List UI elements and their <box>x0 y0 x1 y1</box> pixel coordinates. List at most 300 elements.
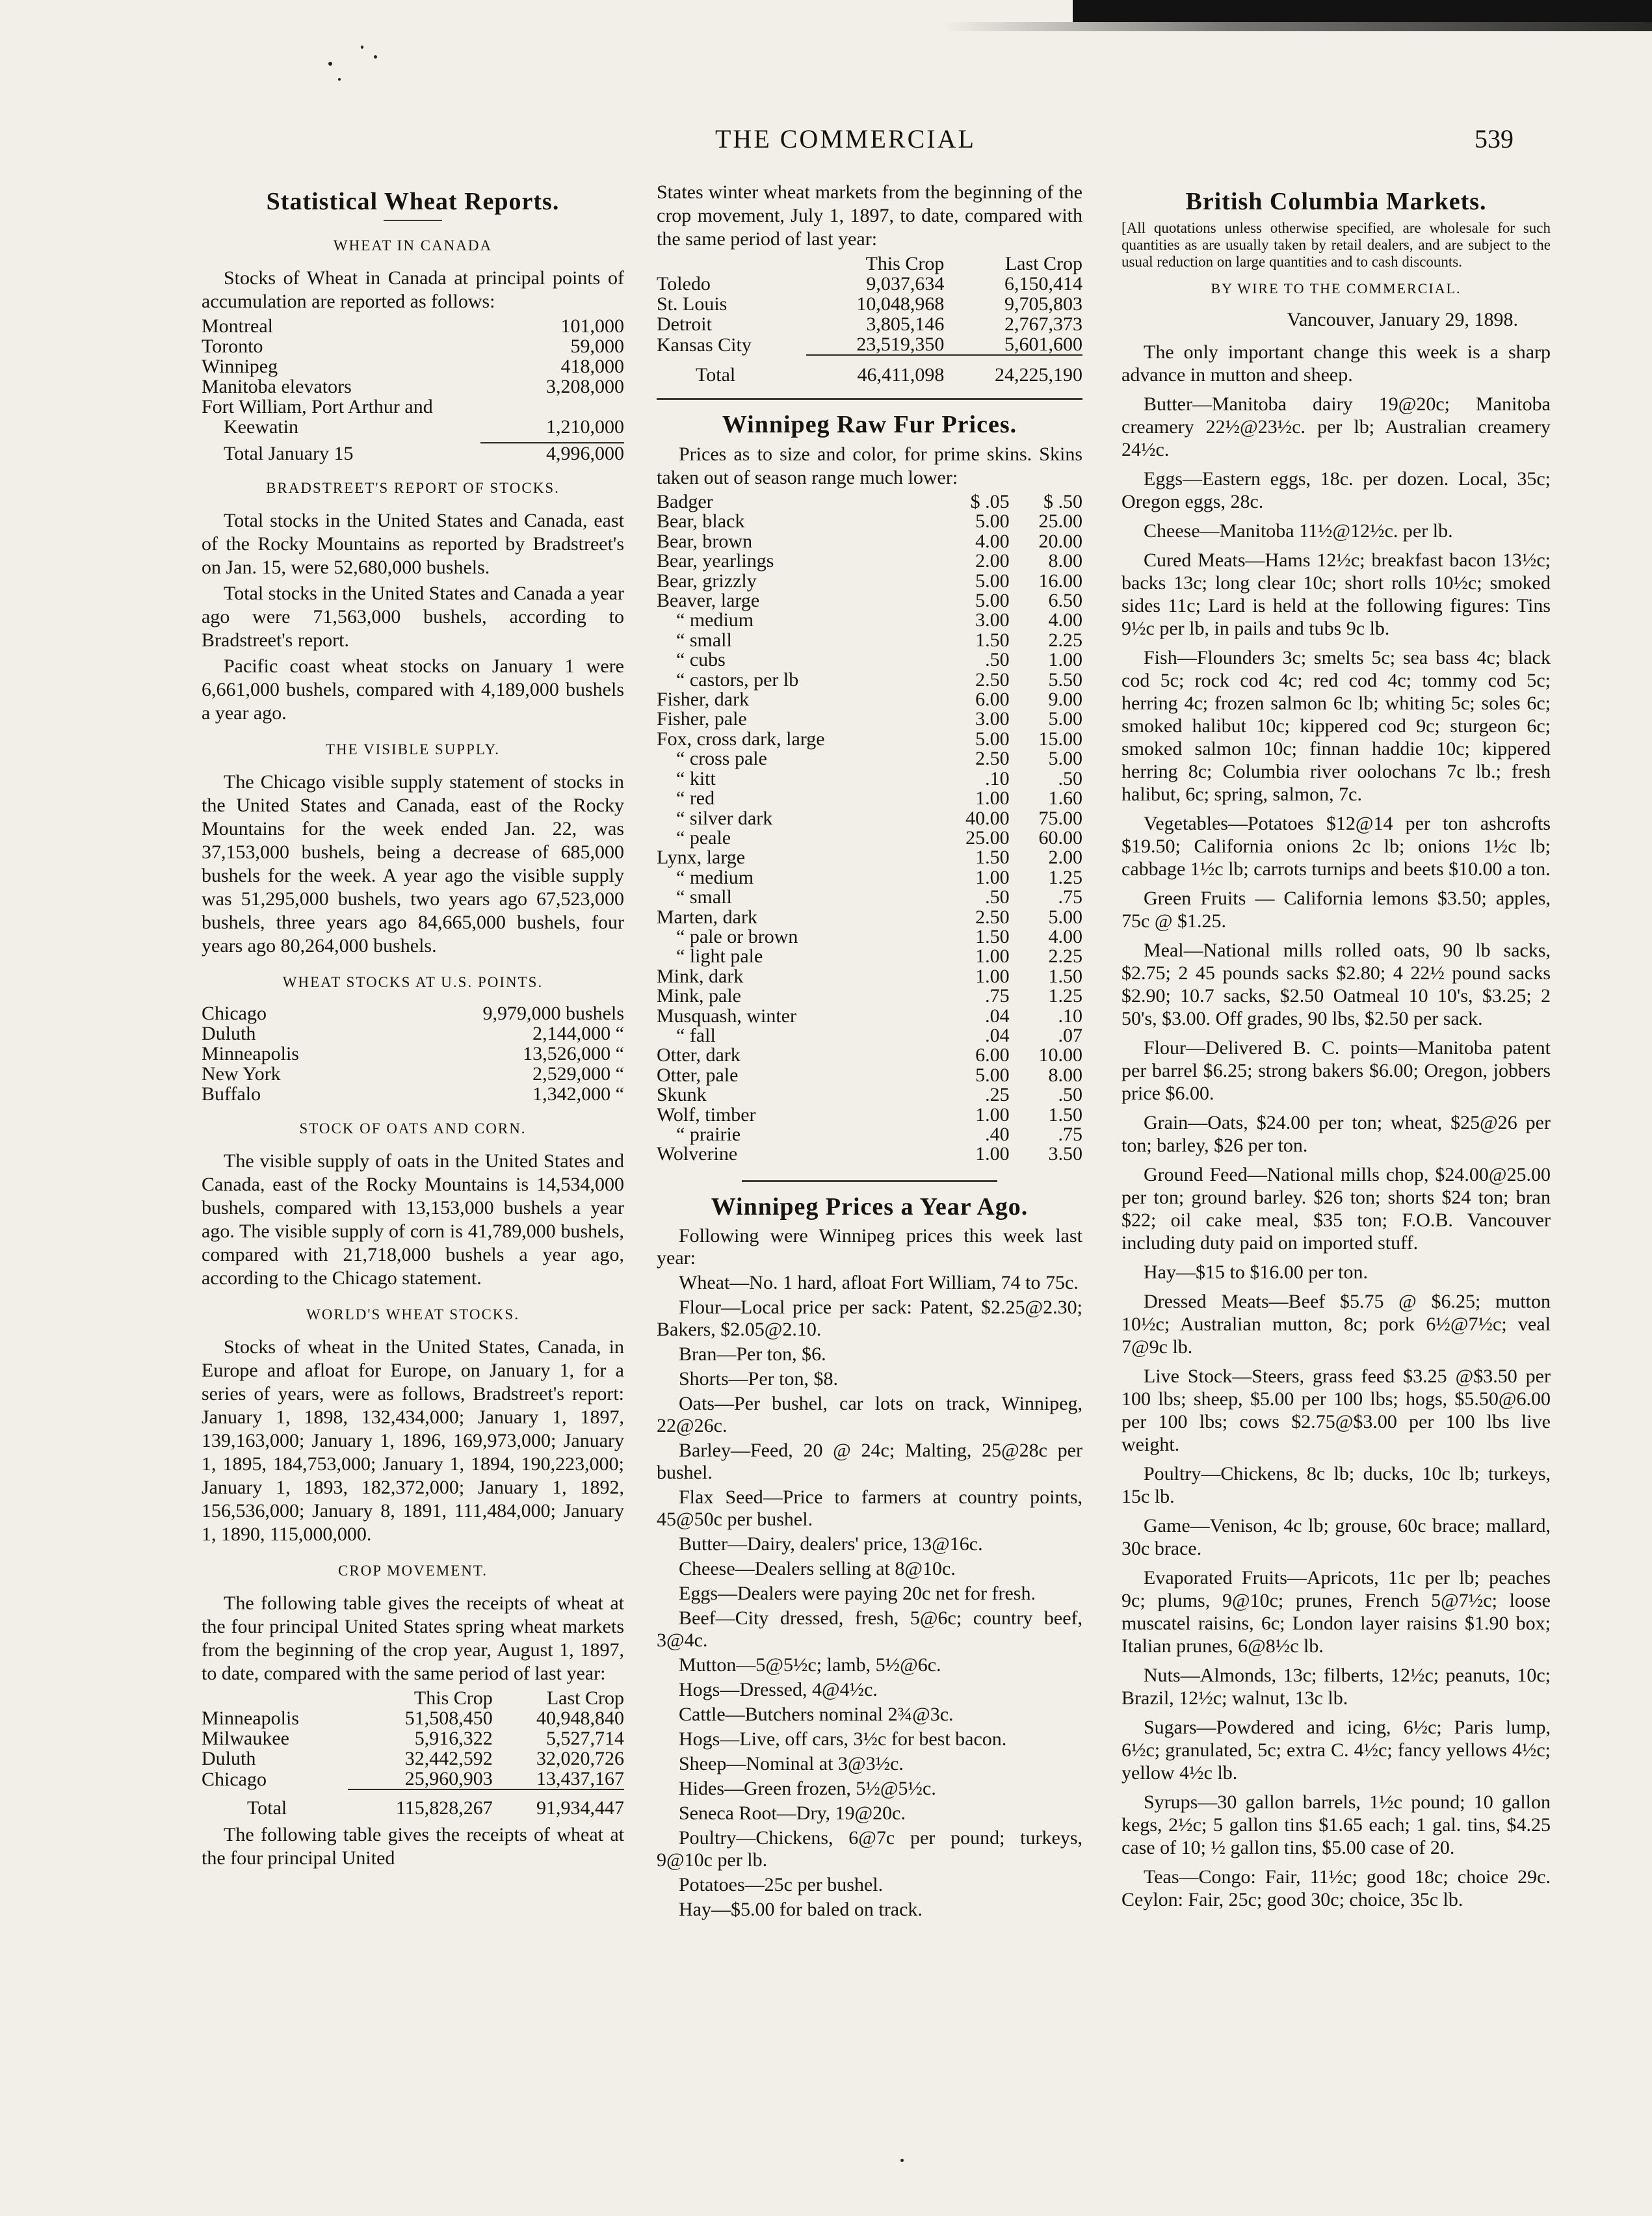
total-label: Total January 15 <box>224 442 354 464</box>
low-price-cell: .04 <box>985 1005 1010 1027</box>
market-paragraph: Meal—National mills rolled oats, 90 lb sacks, $2.75; 2 45 pounds sacks $2.80; 4 22½ pound sacks $2.90; 10.7 sacks, $2.50 Oatmeal 10 10's, $3.25; 2 50's, $3.00. Off grades, 90 lbs, $2.50 per sack. <box>1121 940 1551 1029</box>
us-wheat-table <box>202 1003 624 1104</box>
section-subhead: WORLD'S WHEAT STOCKS. <box>306 1306 519 1323</box>
high-price-cell: .07 <box>1058 1024 1082 1046</box>
fur-row <box>657 749 1082 769</box>
fur-row <box>657 809 1082 828</box>
high-price-cell: 1.25 <box>1048 985 1082 1007</box>
low-price-cell: .10 <box>985 767 1010 789</box>
spring-wheat-table <box>202 1688 624 1818</box>
fur-name-cell: Bear, brown <box>657 530 753 552</box>
paragraph: Stocks of wheat in the United States, Canada, in Europe and afloat for Europe, on January 1, for a series of years, were as follows, Bradstreet's report: January 1, 1898, 132,434,000; January 1, 1897, 139,163,000; January 1, 1896, 169,973,000; January 1, 1895, 184,753,000; January 1, 1894, 190,223,000; January 1, 1893, 182,372,000; January 1, 1892, 156,536,000; January 8, 1891, 111,484,000; January 1, 1890, 115,000,000. <box>202 1336 624 1545</box>
this-crop-cell: 3,805,146 <box>866 313 945 335</box>
market-paragraph: Dressed Meats—Beef $5.75 @ $6.25; mutton 10½c; Australian mutton, 8c; pork 6½@7½c; veal 7@9c lb. <box>1121 1291 1551 1358</box>
fur-name-cell: “ cross pale <box>676 748 767 770</box>
high-price-cell: 75.00 <box>1038 807 1082 829</box>
scan-edge-shadow <box>943 22 1652 31</box>
high-price-cell: 3.50 <box>1048 1143 1082 1165</box>
table-row <box>657 294 1082 314</box>
total-label: Total <box>247 1797 287 1819</box>
table-row <box>202 376 624 397</box>
market-paragraph: Evaporated Fruits—Apricots, 11c per lb; peaches 9c; plums, 9@10c; prunes, French 5@7½c; loose muscatel raisins, 6c; London layer raisins $1.90 box; Italian prunes, 6@8½c lb. <box>1121 1567 1551 1657</box>
section-subhead: THE VISIBLE SUPPLY. <box>325 741 501 758</box>
high-price-cell: .50 <box>1058 767 1082 789</box>
last-crop-cell: 40,948,840 <box>536 1708 624 1729</box>
price-paragraph: Bran—Per ton, $6. <box>679 1343 826 1365</box>
total-value: 4,996,000 <box>480 443 624 464</box>
fur-name-cell: “ small <box>676 886 732 908</box>
fur-name-cell: Skunk <box>657 1084 707 1106</box>
place-cell: Kansas City <box>657 334 752 356</box>
fur-row <box>657 986 1082 1006</box>
low-price-cell: .40 <box>985 1124 1010 1145</box>
fur-name-cell: Fisher, pale <box>657 708 747 730</box>
last-crop-cell: 5,601,600 <box>1004 334 1082 355</box>
low-price-cell: 25.00 <box>965 826 1010 849</box>
table-row <box>202 1003 624 1023</box>
low-price-cell: 1.00 <box>975 866 1010 888</box>
price-paragraph: Beef—City dressed, fresh, 5@6c; country beef, 3@4c. <box>657 1607 1082 1651</box>
place-cell: Toronto <box>202 336 263 357</box>
market-paragraph: Sugars—Powdered and icing, 6½c; Paris lump, 6½c; granulated, 5c; extra C. 4½c; fancy yellows 4½c; yellow 4½c lb. <box>1121 1717 1551 1784</box>
fur-name-cell: Otter, pale <box>657 1064 739 1086</box>
last-crop-cell: 5,527,714 <box>546 1728 624 1749</box>
low-price-cell: 1.00 <box>975 945 1010 968</box>
place-cell: Manitoba elevators <box>202 376 352 397</box>
fur-row <box>657 908 1082 927</box>
market-paragraph: Teas—Congo: Fair, 11½c; good 18c; choice 29c. Ceylon: Fair, 25c; good 30c; choice, 35c lb. <box>1121 1866 1551 1910</box>
high-price-cell: 5.50 <box>1048 668 1082 691</box>
fur-name-cell: Badger <box>657 491 713 512</box>
low-price-cell: 1.50 <box>975 629 1010 651</box>
high-price-cell: 8.00 <box>1048 1064 1082 1086</box>
high-price-cell: .10 <box>1058 1005 1082 1027</box>
section-subhead: STOCK OF OATS AND CORN. <box>299 1120 527 1137</box>
low-price-cell: 6.00 <box>975 689 1010 711</box>
high-price-cell: 6.50 <box>1048 590 1082 612</box>
low-price-cell: 2.50 <box>975 748 1010 770</box>
paragraph: The visible supply of oats in the United States and Canada, east of the Rocky Mountains is 14,534,000 bushels, compared with 13,153,000 bushels a year ago. The visible supply of corn is 41,789,000 bushels, compared with 21,718,000 bushels a year ago, according to the Chicago statement. <box>202 1150 624 1289</box>
article-heading: British Columbia Markets. <box>1185 188 1487 215</box>
winter-wheat-table <box>657 254 1082 385</box>
fur-name-cell: Beaver, large <box>657 590 760 612</box>
fur-row <box>657 927 1082 947</box>
scan-speck <box>361 46 363 49</box>
paragraph: Pacific coast wheat stocks on January 1 were 6,661,000 bushels, compared with 4,189,000 bushels a year ago. <box>202 655 624 724</box>
canada-wheat-total <box>202 442 624 464</box>
fur-name-cell: “ red <box>676 787 715 810</box>
price-paragraph: Potatoes—25c per bushel. <box>679 1873 884 1895</box>
place-cell: Chicago <box>202 1768 267 1790</box>
price-paragraph: Following were Winnipeg prices this week last year: <box>657 1224 1082 1269</box>
fur-row <box>657 1007 1082 1026</box>
last-crop-cell: 13,437,167 <box>536 1768 624 1789</box>
article-heading: Statistical Wheat Reports. <box>266 188 560 215</box>
market-paragraph: Poultry—Chickens, 8c lb; ducks, 10c lb; turkeys, 15c lb. <box>1121 1463 1551 1507</box>
value-cell: 2,529,000 “ <box>532 1063 624 1085</box>
section-rule <box>657 398 1082 400</box>
last-crop-cell: 9,705,803 <box>1004 293 1082 315</box>
value-cell: 3,208,000 <box>546 376 624 397</box>
fur-name-cell: Musquash, winter <box>657 1005 796 1027</box>
price-paragraph: Flour—Local price per sack: Patent, $2.25@2.30; Bakers, $2.05@2.10. <box>657 1296 1082 1340</box>
column-header: This Crop <box>413 1687 493 1709</box>
fur-row <box>657 730 1082 749</box>
market-paragraph: Hay—$15 to $16.00 per ton. <box>1144 1261 1368 1283</box>
fur-name-cell: Marten, dark <box>657 906 757 928</box>
table-row <box>202 356 624 376</box>
column-header: This Crop <box>865 253 945 274</box>
low-price-cell: 6.00 <box>975 1044 1010 1066</box>
high-price-cell: 2.25 <box>1048 945 1082 968</box>
low-price-cell: 3.00 <box>975 708 1010 730</box>
table-header-row <box>202 1688 624 1708</box>
fur-row <box>657 611 1082 630</box>
high-price-cell: 1.00 <box>1048 649 1082 671</box>
low-price-cell: 40.00 <box>965 807 1010 829</box>
high-price-cell: 15.00 <box>1038 728 1082 750</box>
table-row <box>202 397 624 417</box>
place-cell: Buffalo <box>202 1083 261 1105</box>
low-price-cell: 5.00 <box>975 728 1010 750</box>
high-price-cell: 4.00 <box>1048 925 1082 947</box>
paragraph: Total stocks in the United States and Canada, east of the Rocky Mountains as reported by Bradstreet's on Jan. 15, were 52,680,000 bushels. <box>202 510 624 578</box>
market-paragraph: Cured Meats—Hams 12½c; breakfast bacon 13½c; backs 13c; long clear 10c; short rolls 10½c; smoked sides 11c; Lard is held at the following figures: Tins 9½c per lb, in pails and tubs 9c lb. <box>1121 549 1551 639</box>
value-cell: 59,000 <box>570 336 624 357</box>
table-row <box>202 1728 624 1748</box>
fur-name-cell: “ castors, per lb <box>676 668 799 691</box>
high-price-cell: 60.00 <box>1038 826 1082 849</box>
market-paragraph: Green Fruits — California lemons $3.50; apples, 75c @ $1.25. <box>1121 888 1551 932</box>
fur-name-cell: “ fall <box>676 1024 716 1046</box>
low-price-cell: $ .05 <box>970 491 1010 512</box>
value-cell: 9,979,000 bushels <box>482 1003 624 1024</box>
separator-rule <box>384 220 442 221</box>
low-price-cell: .50 <box>985 649 1010 671</box>
price-paragraph: Hay—$5.00 for baled on track. <box>679 1898 923 1920</box>
low-price-cell: 1.50 <box>975 847 1010 869</box>
place-cell: Duluth <box>202 1023 256 1044</box>
section-subhead: WHEAT IN CANADA <box>333 237 493 254</box>
low-price-cell: 1.00 <box>975 1103 1010 1126</box>
article-heading: Winnipeg Prices a Year Ago. <box>711 1193 1029 1220</box>
table-total-row <box>202 1789 624 1818</box>
value-cell: 101,000 <box>560 315 624 337</box>
low-price-cell: 2.50 <box>975 906 1010 928</box>
fur-row <box>657 492 1082 512</box>
fur-name-cell: “ peale <box>676 826 731 849</box>
high-price-cell: 5.00 <box>1048 748 1082 770</box>
fur-name-cell: Bear, yearlings <box>657 550 774 572</box>
column-left <box>202 181 624 1873</box>
market-paragraph: Fish—Flounders 3c; smelts 5c; sea bass 4c; black cod 5c; rock cod 4c; red cod 4c; tommy cod 5c; herring 4c; frozen salmon 6c lb; whiting 5c; soles 6c; smoked halibut 10c; kippered cod 9c; sturgeon 6c; smoked salmon 10c; finnan haddie 10c; kippered herring 8c; Columbia river oolochans 7c lb.; fresh halibut, 6c; spring, salmon, 7c. <box>1121 647 1551 805</box>
low-price-cell: .50 <box>985 886 1010 908</box>
fur-row <box>657 1105 1082 1125</box>
low-price-cell: 5.00 <box>975 510 1010 533</box>
fur-name-cell: “ small <box>676 629 732 651</box>
market-paragraph: Nuts—Almonds, 13c; filberts, 12½c; peanuts, 10c; Brazil, 12½c; walnut, 13c lb. <box>1121 1665 1551 1709</box>
this-crop-cell: 25,960,903 <box>404 1768 493 1789</box>
this-crop-cell: 5,916,322 <box>414 1728 493 1749</box>
table-row <box>202 336 624 356</box>
market-paragraph: Eggs—Eastern eggs, 18c. per dozen. Local, 35c; Oregon eggs, 28c. <box>1121 468 1551 512</box>
fur-price-table <box>657 492 1082 1165</box>
high-price-cell: $ .50 <box>1043 491 1082 512</box>
fur-row <box>657 650 1082 670</box>
scan-speck <box>338 78 341 81</box>
table-row <box>202 1064 624 1084</box>
high-price-cell: 10.00 <box>1038 1044 1082 1066</box>
column-header: Last Crop <box>1004 253 1082 274</box>
column-middle <box>657 181 1082 1923</box>
fur-name-cell: “ light pale <box>676 945 763 968</box>
high-price-cell: 9.00 <box>1048 689 1082 711</box>
fur-name-cell: “ kitt <box>676 767 716 789</box>
scan-speck <box>900 2159 904 2162</box>
dateline: Vancouver, January 29, 1898. <box>1287 309 1518 330</box>
paragraph: The Chicago visible supply statement of stocks in the United States and Canada, east of the Rocky Mountains for the week ended Jan. 22, was 37,153,000 bushels, being a decrease of 685,000 bushels for the week. A year ago the visible supply was 51,295,000 bushels, two years ago 67,523,000 bushels, three years ago 84,665,000 bushels, four years ago 80,264,000 bushels. <box>202 771 624 956</box>
value-cell: 1,342,000 “ <box>532 1083 624 1105</box>
price-paragraph: Barley—Feed, 20 @ 24c; Malting, 25@28c per bushel. <box>657 1439 1082 1483</box>
low-price-cell: 5.00 <box>975 570 1010 592</box>
total-value: 24,225,190 <box>944 355 1082 385</box>
low-price-cell: .25 <box>985 1084 1010 1106</box>
place-cell: Detroit <box>657 313 712 335</box>
price-paragraph: Poultry—Chickens, 6@7c per pound; turkeys, 9@10c per lb. <box>657 1827 1082 1871</box>
column-right <box>1121 181 1551 1918</box>
fur-row <box>657 789 1082 808</box>
high-price-cell: .75 <box>1058 1124 1082 1145</box>
low-price-cell: 1.00 <box>975 1143 1010 1165</box>
fur-row <box>657 1125 1082 1144</box>
this-crop-cell: 23,519,350 <box>856 334 945 355</box>
low-price-cell: 5.00 <box>975 590 1010 612</box>
place-cell: Keewatin <box>224 416 298 438</box>
price-paragraph: Cheese—Dealers selling at 8@10c. <box>679 1557 956 1579</box>
fur-name-cell: Bear, grizzly <box>657 570 757 592</box>
last-crop-cell: 6,150,414 <box>1004 273 1082 295</box>
fur-name-cell: “ prairie <box>676 1124 741 1145</box>
fur-row <box>657 1066 1082 1085</box>
value-cell: 418,000 <box>560 356 624 377</box>
fur-row <box>657 848 1082 867</box>
place-cell: Minneapolis <box>202 1708 299 1729</box>
table-row <box>202 1023 624 1044</box>
price-paragraph: Eggs—Dealers were paying 20c net for fresh. <box>679 1582 1036 1604</box>
fur-row <box>657 868 1082 888</box>
price-paragraph: Wheat—No. 1 hard, afloat Fort William, 74 to 75c. <box>679 1271 1079 1293</box>
market-paragraph: Game—Venison, 4c lb; grouse, 60c brace; mallard, 30c brace. <box>1121 1515 1551 1559</box>
fur-name-cell: “ medium <box>676 866 754 888</box>
low-price-cell: 1.00 <box>975 787 1010 810</box>
paragraph: The following table gives the receipts of wheat at the four principal United <box>202 1824 624 1869</box>
price-paragraph: Hogs—Dressed, 4@4½c. <box>679 1678 878 1700</box>
year-ago-prices <box>657 1225 1082 1921</box>
price-paragraph: Sheep—Nominal at 3@3½c. <box>679 1752 904 1774</box>
canada-wheat-table <box>202 316 624 437</box>
fur-name-cell: Bear, black <box>657 510 745 533</box>
table-header-row <box>657 254 1082 274</box>
paragraph: Stocks of Wheat in Canada at principal points of accumulation are reported as follows: <box>202 267 624 312</box>
last-crop-cell: 2,767,373 <box>1004 313 1082 335</box>
fur-row <box>657 591 1082 611</box>
price-paragraph: Hides—Green frozen, 5½@5½c. <box>679 1777 936 1799</box>
high-price-cell: 25.00 <box>1038 510 1082 533</box>
price-paragraph: Cattle—Butchers nominal 2¾@3c. <box>679 1703 954 1725</box>
high-price-cell: 5.00 <box>1048 708 1082 730</box>
quotation-note: [All quotations unless otherwise specified, are wholesale for such quantities as are usually taken by retail dealers, and are subject to the usual reduction on large quantities and to cash discounts. <box>1121 220 1551 270</box>
table-row <box>202 417 624 437</box>
high-price-cell: 1.25 <box>1048 866 1082 888</box>
page-number: 539 <box>1475 124 1514 153</box>
this-crop-cell: 32,442,592 <box>404 1748 493 1769</box>
market-paragraph: Syrups—30 gallon barrels, 1½c pound; 10 gallon kegs, 2½c; 5 gallon tins $1.65 each; 1 gal. tins, $4.25 case of 10; ½ gallon tins, $5.00 case of 20. <box>1121 1791 1551 1858</box>
place-cell: Montreal <box>202 315 273 337</box>
fur-name-cell: Otter, dark <box>657 1044 741 1066</box>
journal-title: THE COMMERCIAL <box>715 124 976 153</box>
table-row <box>202 1748 624 1769</box>
place-cell: St. Louis <box>657 293 728 315</box>
fur-row <box>657 709 1082 729</box>
low-price-cell: 4.00 <box>975 530 1010 552</box>
fur-row <box>657 1085 1082 1105</box>
low-price-cell: .75 <box>985 985 1010 1007</box>
low-price-cell: 5.00 <box>975 1064 1010 1086</box>
low-price-cell: 1.00 <box>975 965 1010 987</box>
market-paragraph: Butter—Manitoba dairy 19@20c; Manitoba creamery 22½@23½c. per lb; Australian creamery 24½c. <box>1121 393 1551 460</box>
this-crop-cell: 10,048,968 <box>856 293 945 315</box>
fur-row <box>657 1046 1082 1065</box>
place-cell: Milwaukee <box>202 1728 289 1749</box>
fur-name-cell: Mink, dark <box>657 965 744 987</box>
low-price-cell: .04 <box>985 1024 1010 1046</box>
table-row <box>202 316 624 336</box>
section-subhead: WHEAT STOCKS AT U.S. POINTS. <box>282 974 544 990</box>
market-paragraph: Ground Feed—National mills chop, $24.00@25.00 per ton; ground barley. $26 ton; shorts $24 ton; bran $22; oil cake meal, $35 ton; F.O.B. Vancouver including duty paid on imported stuff. <box>1121 1164 1551 1254</box>
value-cell: 1,210,000 <box>546 416 624 438</box>
high-price-cell: 1.50 <box>1048 1103 1082 1126</box>
high-price-cell: 8.00 <box>1048 550 1082 572</box>
table-row <box>202 1769 624 1789</box>
article-heading: Winnipeg Raw Fur Prices. <box>722 411 1017 438</box>
fur-row <box>657 670 1082 690</box>
place-cell: Chicago <box>202 1003 267 1024</box>
table-row <box>202 1084 624 1104</box>
section-subhead: CROP MOVEMENT. <box>338 1563 488 1579</box>
high-price-cell: .50 <box>1058 1084 1082 1106</box>
price-paragraph: Hogs—Live, off cars, 3½c for best bacon. <box>679 1728 1007 1750</box>
scan-speck <box>328 62 332 66</box>
high-price-cell: 2.25 <box>1048 629 1082 651</box>
high-price-cell: 1.50 <box>1048 965 1082 987</box>
table-row <box>657 274 1082 294</box>
high-price-cell: 2.00 <box>1048 847 1082 869</box>
total-label: Total <box>696 363 736 386</box>
this-crop-cell: 9,037,634 <box>866 273 945 295</box>
total-value: 46,411,098 <box>806 355 945 385</box>
low-price-cell: 3.00 <box>975 609 1010 631</box>
price-paragraph: Flax Seed—Price to farmers at country points, 45@50c per bushel. <box>657 1486 1082 1530</box>
value-cell: 13,526,000 “ <box>523 1043 624 1064</box>
low-price-cell: 2.50 <box>975 668 1010 691</box>
fur-row <box>657 828 1082 848</box>
value-cell: 2,144,000 “ <box>532 1023 624 1044</box>
column-header: Last Crop <box>546 1687 624 1709</box>
wire-credit: BY WIRE TO THE COMMERCIAL. <box>1211 280 1462 297</box>
fur-row <box>657 631 1082 650</box>
fur-row <box>657 888 1082 907</box>
this-crop-cell: 51,508,450 <box>404 1708 493 1729</box>
paragraph: Total stocks in the United States and Canada a year ago were 71,563,000 bushels, according to Bradstreet's report. <box>202 583 624 651</box>
low-price-cell: 1.50 <box>975 925 1010 947</box>
scan-speck <box>374 55 377 59</box>
section-rule <box>742 1180 997 1182</box>
fur-name-cell: Wolf, timber <box>657 1103 756 1126</box>
fur-row <box>657 572 1082 591</box>
paragraph: Prices as to size and color, for prime skins. Skins taken out of season range much lower: <box>657 443 1082 488</box>
fur-name-cell: Fox, cross dark, large <box>657 728 825 750</box>
price-paragraph: Mutton—5@5½c; lamb, 5½@6c. <box>679 1654 941 1676</box>
fur-name-cell: “ pale or brown <box>676 925 798 947</box>
total-value: 115,828,267 <box>348 1789 493 1818</box>
place-cell: New York <box>202 1063 281 1085</box>
high-price-cell: 16.00 <box>1038 570 1082 592</box>
fur-row <box>657 967 1082 986</box>
table-row <box>202 1044 624 1064</box>
fur-name-cell: “ medium <box>676 609 754 631</box>
fur-row <box>657 1026 1082 1046</box>
market-paragraph: Live Stock—Steers, grass feed $3.25 @$3.50 per 100 lbs; sheep, $5.00 per 100 lbs; hogs, $5.50@6.00 per 100 lbs; cows $2.75@$3.00 per 100 lbs live weight. <box>1121 1365 1551 1455</box>
fur-row <box>657 690 1082 709</box>
high-price-cell: 1.60 <box>1048 787 1082 810</box>
fur-name-cell: Wolverine <box>657 1143 738 1165</box>
place-cell: Duluth <box>202 1748 256 1769</box>
market-paragraph: Flour—Delivered B. C. points—Manitoba patent per barrel $6.25; strong bakers $6.00; Oregon, jobbers price $6.00. <box>1121 1037 1551 1104</box>
running-header <box>0 124 1652 163</box>
place-cell: Toledo <box>657 273 711 295</box>
fur-row <box>657 1144 1082 1164</box>
market-paragraph: Cheese—Manitoba 11½@12½c. per lb. <box>1144 520 1453 542</box>
market-paragraph: Grain—Oats, $24.00 per ton; wheat, $25@26 per ton; barley, $26 per ton. <box>1121 1112 1551 1156</box>
bc-market-reports <box>1121 341 1551 1911</box>
price-paragraph: Seneca Root—Dry, 19@20c. <box>679 1802 906 1824</box>
fur-name-cell: “ silver dark <box>676 807 773 829</box>
total-value: 91,934,447 <box>493 1789 624 1818</box>
table-row <box>202 1708 624 1728</box>
fur-row <box>657 769 1082 789</box>
fur-name-cell: Mink, pale <box>657 985 741 1007</box>
fur-name-cell: Lynx, large <box>657 847 746 869</box>
low-price-cell: 2.00 <box>975 550 1010 572</box>
table-row <box>202 443 624 464</box>
market-paragraph: The only important change this week is a sharp advance in mutton and sheep. <box>1121 341 1551 386</box>
fur-row <box>657 551 1082 571</box>
fur-row <box>657 947 1082 966</box>
price-paragraph: Butter—Dairy, dealers' price, 13@16c. <box>679 1533 983 1555</box>
table-row <box>657 334 1082 355</box>
place-cell: Fort William, Port Arthur and <box>202 396 433 417</box>
paragraph: The following table gives the receipts of wheat at the four principal United States spring wheat markets from the beginning of the crop year, August 1, 1897, to date, compared with the same period of last year: <box>202 1592 624 1684</box>
scan-edge-dark <box>1073 0 1652 22</box>
price-paragraph: Oats—Per bushel, car lots on track, Winnipeg, 22@26c. <box>657 1392 1082 1436</box>
fur-name-cell: “ cubs <box>676 649 726 671</box>
last-crop-cell: 32,020,726 <box>536 1748 624 1769</box>
section-subhead: BRADSTREET'S REPORT OF STOCKS. <box>266 480 560 496</box>
high-price-cell: 4.00 <box>1048 609 1082 631</box>
high-price-cell: .75 <box>1058 886 1082 908</box>
price-paragraph: Shorts—Per ton, $8. <box>679 1367 839 1390</box>
market-paragraph: Vegetables—Potatoes $12@14 per ton ashcrofts $19.50; California onions 2c lb; onions 1½c lb; cabbage 1½c lb; carrots turnips and beets $10.00 a ton. <box>1121 813 1551 880</box>
